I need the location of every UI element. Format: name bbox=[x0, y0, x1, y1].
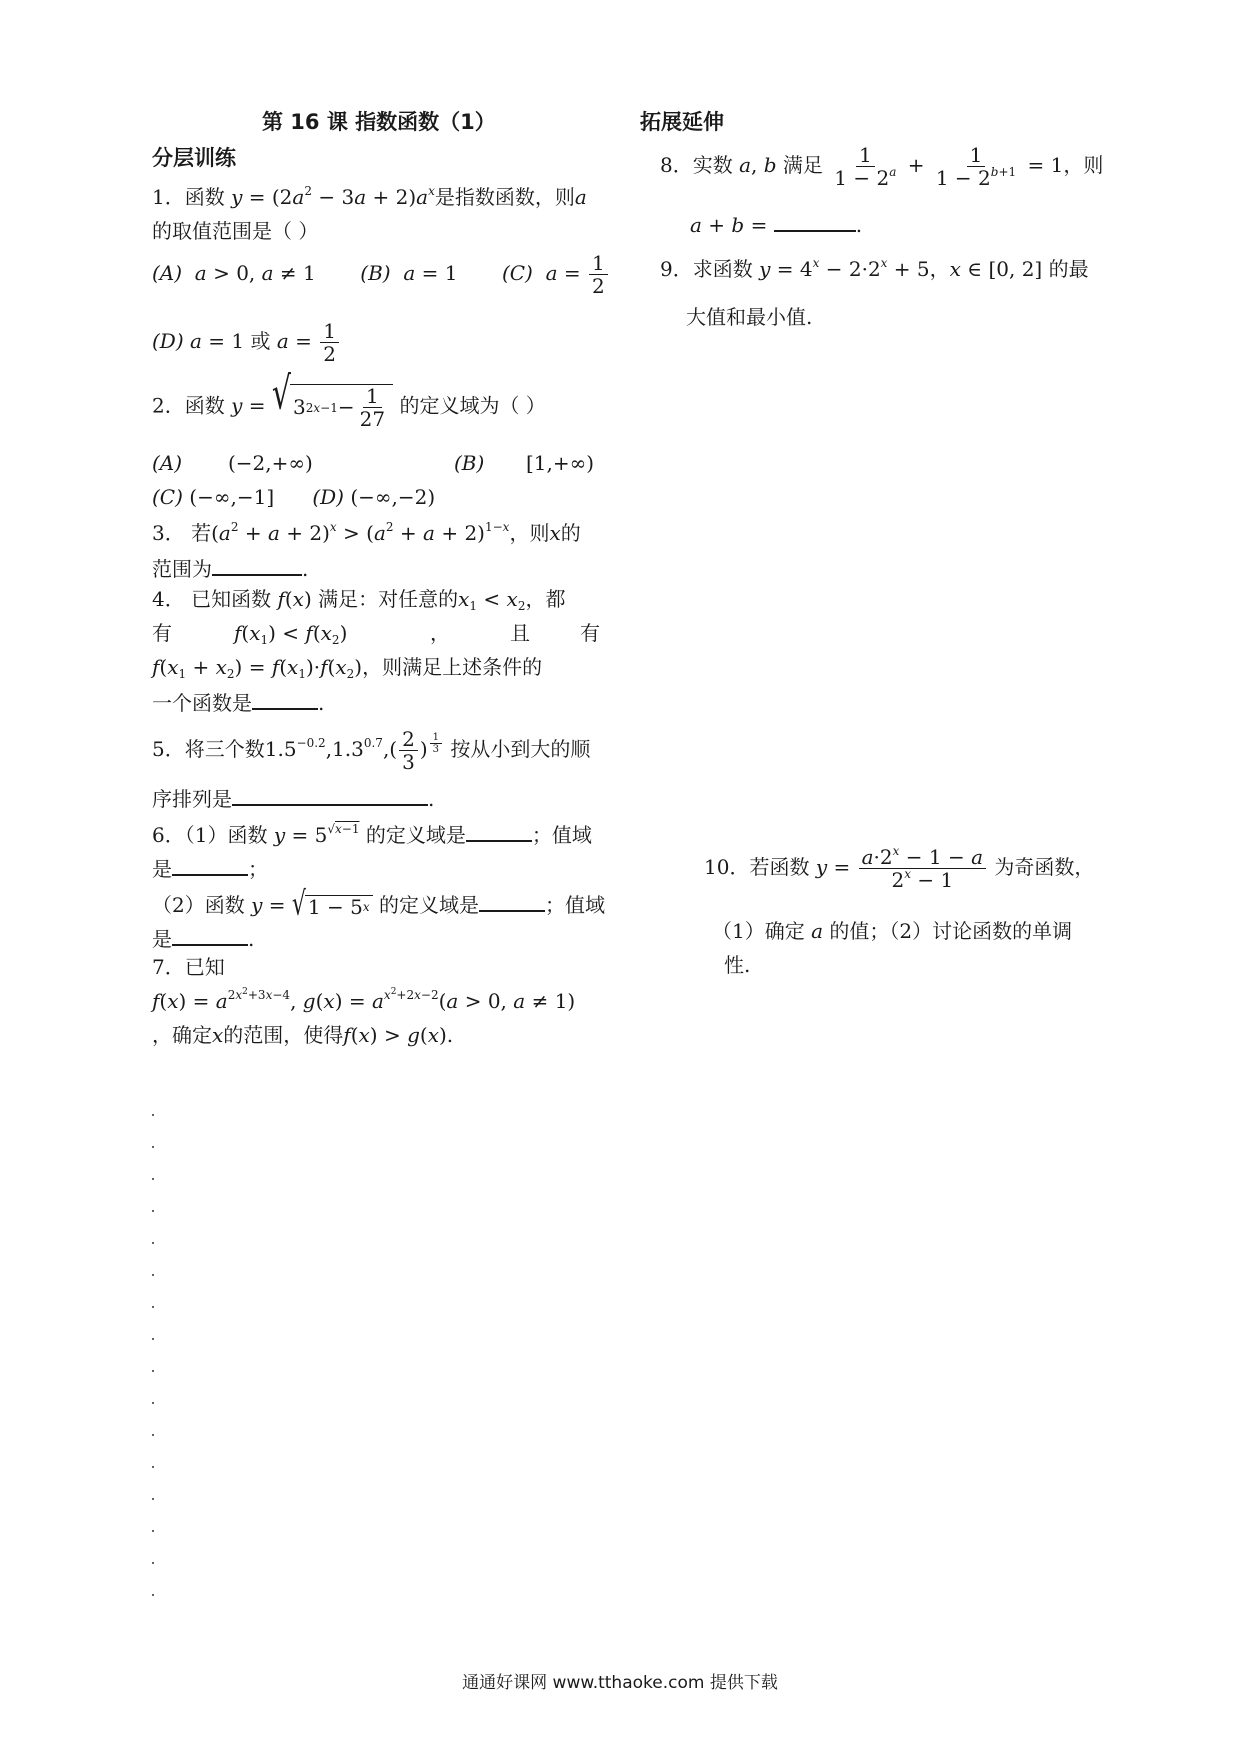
margin-dot bbox=[152, 1338, 154, 1340]
page-title: 第 16 课 指数函数（1） bbox=[262, 110, 496, 134]
q3-line-1: 3． 若$(a^2 + a + 2)^x > (a^2 + a + 2)^{1-x}$，则x的 bbox=[152, 520, 581, 545]
margin-dot bbox=[152, 1306, 154, 1308]
q4-line-2-d: 且 bbox=[510, 621, 530, 645]
margin-dot bbox=[152, 1594, 154, 1596]
q2-line-1: 2．函数 y = √ 3 2x−1 − $\frac{1}{27}$ 的定义域为（ ） bbox=[152, 368, 546, 431]
q7-line-3: ，确定x的范围，使得f(x) > g(x). bbox=[152, 1023, 454, 1047]
q6-line-1: 6．（1）函数 $y = 5^{√x-1}$ 的定义域是 ；值域 bbox=[152, 822, 592, 847]
q2-option-b: (B) bbox=[454, 451, 485, 475]
q10-line-1: 10．若函数 y = $\frac{a\cdot 2^x - 1 - a}{2^x - 1}$ 为奇函数， bbox=[704, 844, 1095, 892]
q2-options-cd: (C) (−∞,−1] (D) (−∞,−2) bbox=[152, 485, 436, 509]
q1-options-abc: (A) a > 0, a ≠ 1 (B) a = 1 (C) a = $\frac{1}{2}$ bbox=[152, 252, 610, 297]
margin-dot bbox=[152, 1114, 154, 1116]
q3-line-2: 范围为 . bbox=[152, 557, 309, 581]
answer-blank[interactable] bbox=[172, 856, 248, 876]
section-heading-right: 拓展延伸 bbox=[640, 110, 724, 134]
q1-option-d: (D) a = 1 或 a = $\frac{1}{2}$ bbox=[152, 320, 341, 365]
fraction-one-half-d: $\frac{1}{2}$ bbox=[320, 320, 339, 365]
margin-dot bbox=[152, 1466, 154, 1468]
q2-option-b-value: [1,+∞) bbox=[526, 451, 595, 475]
q2-option-a-value: (−2,+∞) bbox=[228, 451, 313, 475]
q10-line-2: （1）确定 a 的值；（2）讨论函数的单调 bbox=[712, 919, 1073, 943]
answer-blank[interactable] bbox=[232, 786, 428, 806]
q1-line-1: 1．函数 $y = (2a^2 - 3a + 2)a^x$是指数函数，则a bbox=[152, 184, 587, 209]
q4-line-2-c: ， bbox=[430, 621, 450, 645]
answer-blank[interactable] bbox=[774, 212, 856, 232]
q4-line-1: 4． 已知函数 f(x) 满足：对任意的$x_1 < x_2$，都 bbox=[152, 587, 566, 613]
page-footer: 通通好课网 www.tthaoke.com 提供下载 bbox=[462, 1673, 778, 1693]
q4-line-3: $f(x_1 + x_2) = f(x_1)\cdot f(x_2)$，则满足上述条件的 bbox=[152, 655, 543, 681]
margin-dot bbox=[152, 1434, 154, 1436]
margin-dot bbox=[152, 1562, 154, 1564]
answer-blank[interactable] bbox=[172, 926, 248, 946]
q5-line-1: 5．将三个数$1.5^{-0.2},1.3^{0.7}$,( $\frac{2}{3}$ ) $^{\frac{1}{3}}$ 按从小到大的顺 bbox=[152, 727, 591, 774]
answer-blank[interactable] bbox=[252, 690, 318, 710]
q8-line-1: 8．实数 a, b 满足 $\frac{1}{1 - 2^a}$ + $\frac{1}{1 - 2^{b+1}}$ = 1，则 bbox=[660, 143, 1104, 190]
margin-dot bbox=[152, 1146, 154, 1148]
q7-line-2: $f(x) = a^{2x^2+3x-4}$, $g(x) = a^{x^2+2x-2}(a > 0$, a ≠ 1) bbox=[152, 987, 576, 1013]
q9-line-2: 大值和最小值. bbox=[686, 305, 813, 329]
margin-dot bbox=[152, 1498, 154, 1500]
answer-blank[interactable] bbox=[466, 822, 532, 842]
fraction-one-half: $\frac{1}{2}$ bbox=[589, 252, 608, 297]
q5-line-2: 序排列是 . bbox=[152, 787, 435, 811]
square-root-expression: √ 3 2x−1 − $\frac{1}{27}$ bbox=[272, 384, 393, 430]
margin-dot bbox=[152, 1242, 154, 1244]
q8-line-2: a + b = . bbox=[690, 213, 863, 237]
q6-line-3: （2）函数 y = √ 1 − 5 x 的定义域是 ；值域 bbox=[152, 885, 605, 923]
answer-blank[interactable] bbox=[212, 556, 302, 576]
margin-dot bbox=[152, 1402, 154, 1404]
q10-line-3: 性. bbox=[724, 953, 751, 977]
section-heading-left: 分层训练 bbox=[152, 146, 236, 170]
q9-line-1: 9．求函数 $y = 4^x - 2\cdot 2^x + 5$，x ∈ [0, 2] 的最 bbox=[660, 256, 1089, 281]
margin-dot bbox=[152, 1370, 154, 1372]
answer-blank[interactable] bbox=[479, 892, 545, 912]
q2-options-ab: (A) bbox=[152, 451, 183, 475]
margin-dot bbox=[152, 1178, 154, 1180]
q4-line-2-b: $f(x_1) < f(x_2)$ bbox=[234, 621, 348, 647]
q1-line-2: 的取值范围是（ ） bbox=[152, 219, 319, 243]
q6-line-2: 是 ； bbox=[152, 857, 268, 881]
q7-line-1: 7．已知 bbox=[152, 955, 225, 979]
q4-line-2-a: 有 bbox=[152, 621, 172, 645]
q6-line-4: 是 . bbox=[152, 927, 255, 951]
margin-dot bbox=[152, 1530, 154, 1532]
q4-line-4: 一个函数是 . bbox=[152, 691, 325, 715]
margin-dot bbox=[152, 1274, 154, 1276]
q4-line-2-e: 有 bbox=[580, 621, 600, 645]
margin-dot bbox=[152, 1210, 154, 1212]
